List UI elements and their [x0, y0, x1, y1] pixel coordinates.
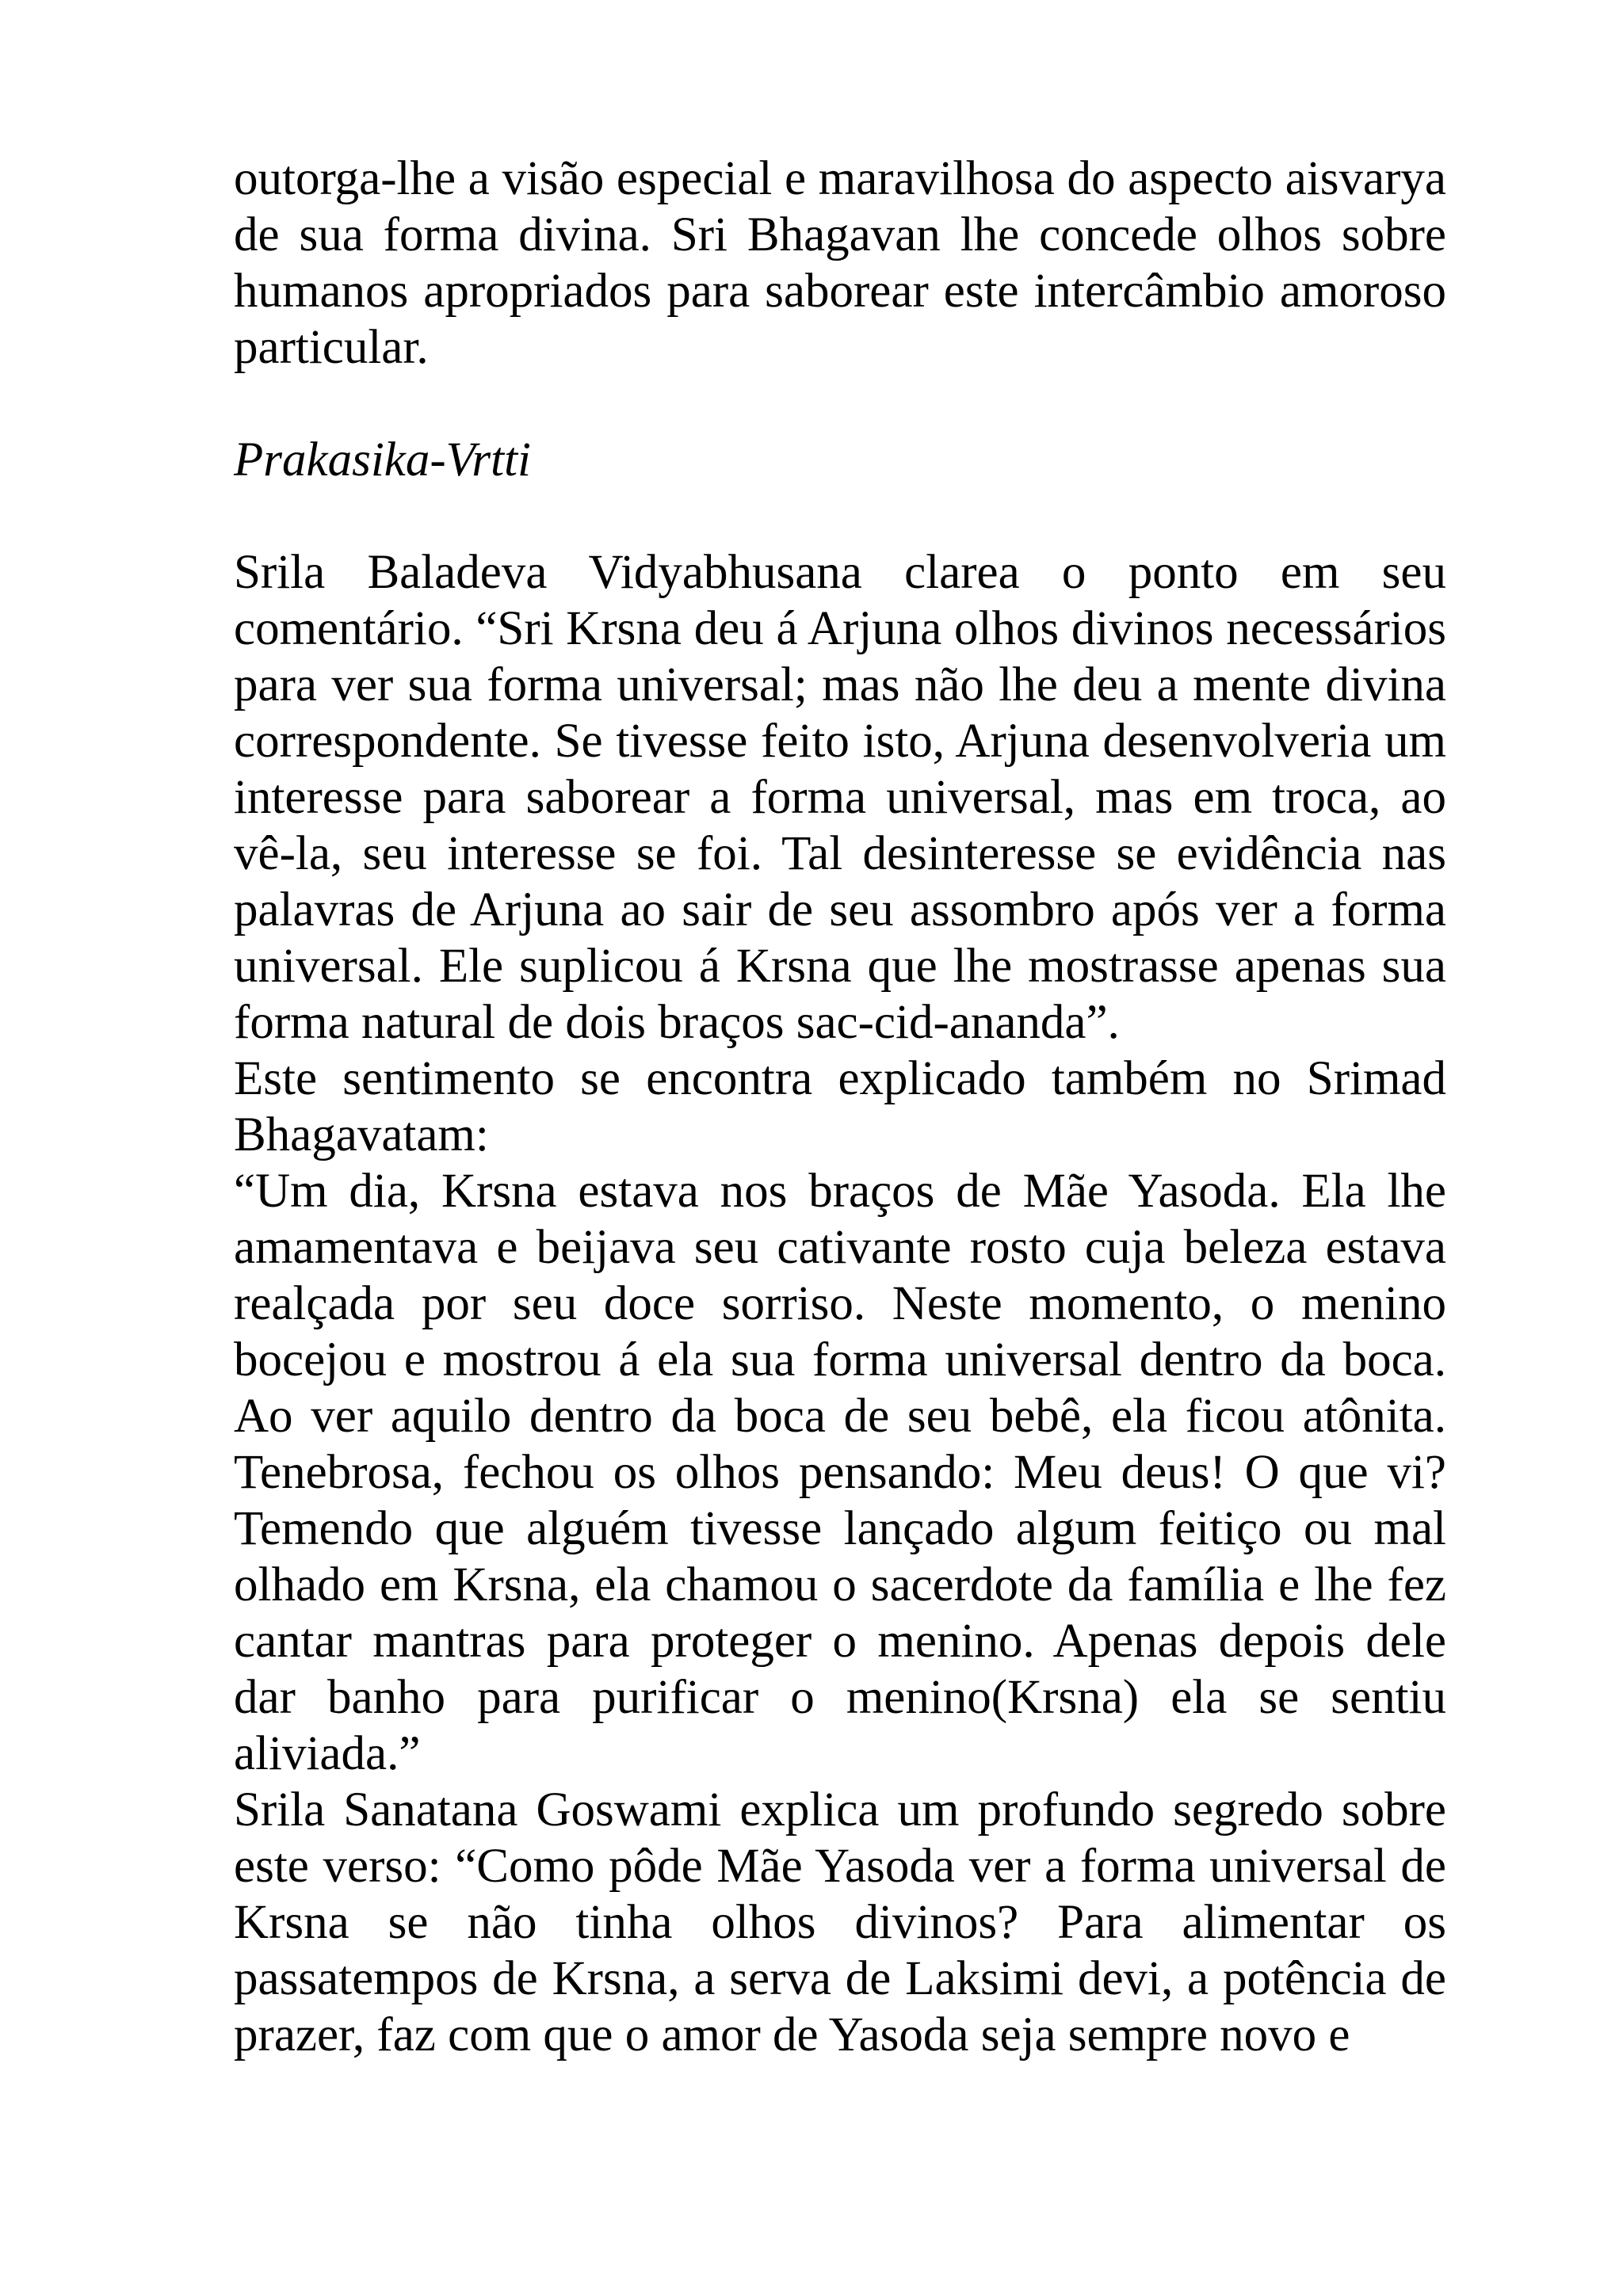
paragraph-sanatana-goswami: Srila Sanatana Goswami explica um profundo segredo sobre este verso: “Como pôde Mãe Yasoda ver a forma universal de Krsna se não tinha olhos divinos? Para alimentar os passatempos de Krsna, a serva de Laksimi devi, a potência de prazer, faz com que o amor de Yasoda seja sempre novo e	[234, 1783, 1446, 2061]
paragraph-commentary: Srila Baladeva Vidyabhusana clarea o ponto em seu comentário. “Sri Krsna deu á Arjuna olhos divinos necessários para ver sua forma universal; mas não lhe deu a mente divina correspondente. Se tivesse feito isto, Arjuna desenvolveria um interesse para saborear a forma universal, mas em troca, ao vê-la, seu interesse se foi. Tal desinteresse se evidência nas palavras de Arjuna ao sair de seu assombro após ver a forma universal. Ele suplicou á Krsna que lhe mostrasse apenas sua forma natural de dois braços sac-cid-ananda”.	[234, 546, 1446, 1049]
paragraph-intro: outorga-lhe a visão especial e maravilhosa do aspecto aisvarya de sua forma divina. Sri Bhagavan lhe concede olhos sobre humanos apropriados para saborear este intercâmbio amoroso particular.	[234, 152, 1446, 374]
section-heading: Prakasika-Vrtti	[234, 433, 531, 486]
document-page	[234, 151, 1446, 2063]
paragraph-yasoda-story: “Um dia, Krsna estava nos braços de Mãe Yasoda. Ela lhe amamentava e beijava seu cativante rosto cuja beleza estava realçada por seu doce sorriso. Neste momento, o menino bocejou e mostrou á ela sua forma universal dentro da boca. Ao ver aquilo dentro da boca de seu bebê, ela ficou atônita. Tenebrosa, fechou os olhos pensando: Meu deus! O que vi? Temendo que alguém tivesse lançado algum feitiço ou mal olhado em Krsna, ela chamou o sacerdote da família e lhe fez cantar mantras para proteger o menino. Apenas depois dele dar banho para purificar o menino(Krsna) ela se sentiu aliviada.”	[234, 1165, 1446, 1780]
paragraph-bhagavatam-intro: Este sentimento se encontra explicado também no Srimad Bhagavatam:	[234, 1052, 1446, 1161]
